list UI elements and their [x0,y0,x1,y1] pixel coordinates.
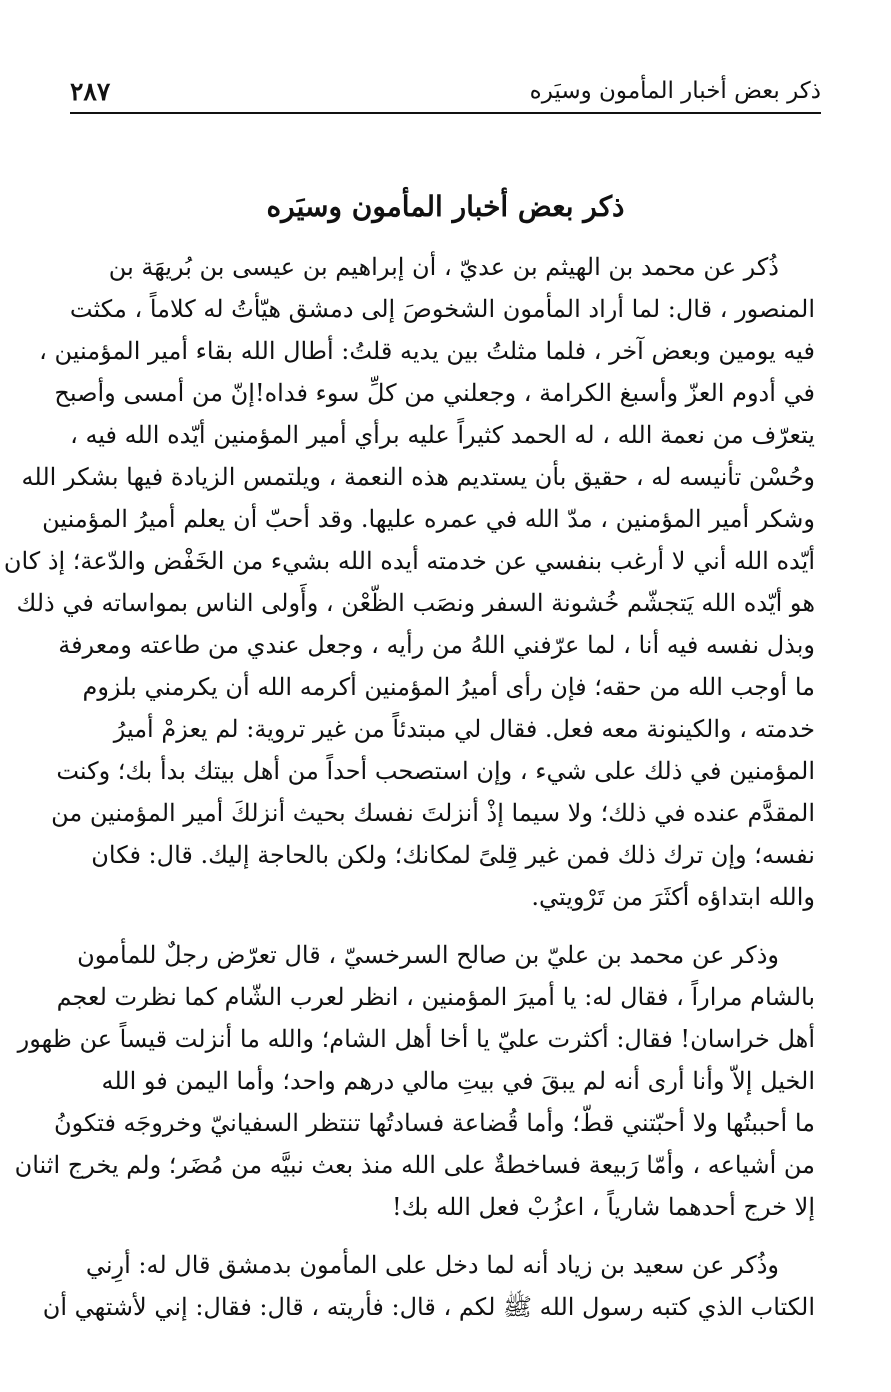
text-line: فيه يومين وبعض آخر ، فلما مثلتُ بين يديه قلتُ: أطال الله بقاء أمير المؤمنين ، [39,337,815,365]
text-line: المقدَّم عنده في ذلك؛ ولا سيما إذْ أنزلتَ نفسك بحيث أنزلكَ أمير المؤمنين من [51,799,815,827]
section-title: ذكر بعض أخبار المأمون وسيَره [266,190,625,223]
text-line: المؤمنين في ذلك على شيء ، وإن استصحب أحداً من أهل بيتك بدأ بك؛ وكنت [56,757,815,785]
text-line: ذُكر عن محمد بن الهيثم بن عديّ ، أن إبراهيم بن عيسى بن بُريهَة بن [108,253,779,281]
page-number: ٢٨٧ [70,77,111,106]
running-header [70,72,821,114]
paragraph [3,246,815,918]
text-line: المنصور ، قال: لما أراد المأمون الشخوصَ إلى دمشق هيّأتُ له كلاماً ، مكثت [69,295,815,323]
text-line: بالشام مراراً ، فقال له: يا أميرَ المؤمنين ، انظر لعرب الشّام كما نظرت لعجم [56,983,815,1011]
text-line: هو أيّده الله يَتجشّم خُشونة السفر ونصَب الظّعْن ، وأَولى الناس بمواساته في ذلك [16,589,815,617]
paragraph [42,1244,815,1328]
text-line: من أشياعه ، وأمّا رَبيعة فساخطةٌ على الله منذ بعث نبيَّه من مُضَر؛ ولم يخرج اثنان [14,1151,815,1179]
text-line: والله ابتداؤه أكثَرَ من تَرْويتي. [531,883,815,911]
text-line: وذكر عن محمد بن عليّ بن صالح السرخسيّ ، قال تعرّض رجلٌ للمأمون [77,941,779,969]
text-line: أيّده الله أني لا أرغب بنفسي عن خدمته أيده الله بشيء من الخَفْض والدّعة؛ إذ كان [3,547,815,575]
running-title: ذكر بعض أخبار المأمون وسيَره [529,78,821,104]
text-line: وذُكر عن سعيد بن زياد أنه لما دخل على المأمون بدمشق قال له: أرِني [85,1251,779,1279]
text-line: يتعرّف من نعمة الله ، له الحمد كثيراً عليه برأي أمير المؤمنين أيّده الله فيه ، [70,421,815,449]
text-line: أهل خراسان! فقال: أكثرت عليّ يا أخا أهل الشام؛ والله ما أنزلت قيساً عن ظهور [17,1025,815,1053]
text-line: إلا خرج أحدهما شارياً ، اعزُبْ فعل الله بك! [391,1193,815,1221]
text-line: وبذل نفسه فيه أنا ، لما عرّفني اللهُ من رأيه ، وجعل عندي من طاعته ومعرفة [58,631,815,659]
body-text [3,246,815,1328]
text-line: ما أوجب الله من حقه؛ فإن رأى أميرُ المؤمنين أكرمه الله أن يكرمني بلزوم [82,673,815,701]
text-line: الخيل إلاّ وأنا أرى أنه لم يبقَ في بيتِ مالي درهم واحد؛ وأما اليمن فو الله [101,1067,815,1095]
text-line: نفسه؛ وإن ترك ذلك فمن غير قِلىً لمكانك؛ ولكن بالحاجة إليك. قال: فكان [91,841,815,869]
text-line: الكتاب الذي كتبه رسول الله ﷺ لكم ، قال: فأريته ، قال: فقال: إني لأشتهي أن [42,1293,815,1321]
text-line: خدمته ، والكينونة معه فعل. فقال لي مبتدئاً من غير تروية: لم يعزمْ أميرُ [113,715,815,743]
text-line: ما أحببتُها ولا أحبّتني قطّ؛ وأما قُضاعة فسادتُها تنتظر السفيانيّ وخروجَه فتكونُ [53,1109,815,1137]
paragraph [14,934,815,1228]
text-line: وحُسْن تأنيسه له ، حقيق بأن يستديم هذه النعمة ، ويلتمس الزيادة فيها بشكر الله [21,463,815,491]
text-line: وشكر أمير المؤمنين ، مدّ الله في عمره عليها. وقد أحبّ أن يعلم أميرُ المؤمنين [42,505,815,533]
text-line: في أدوم العزّ وأسبغ الكرامة ، وجعلني من كلِّ سوء فداه!إنّ من أمسى وأصبح [54,379,815,407]
